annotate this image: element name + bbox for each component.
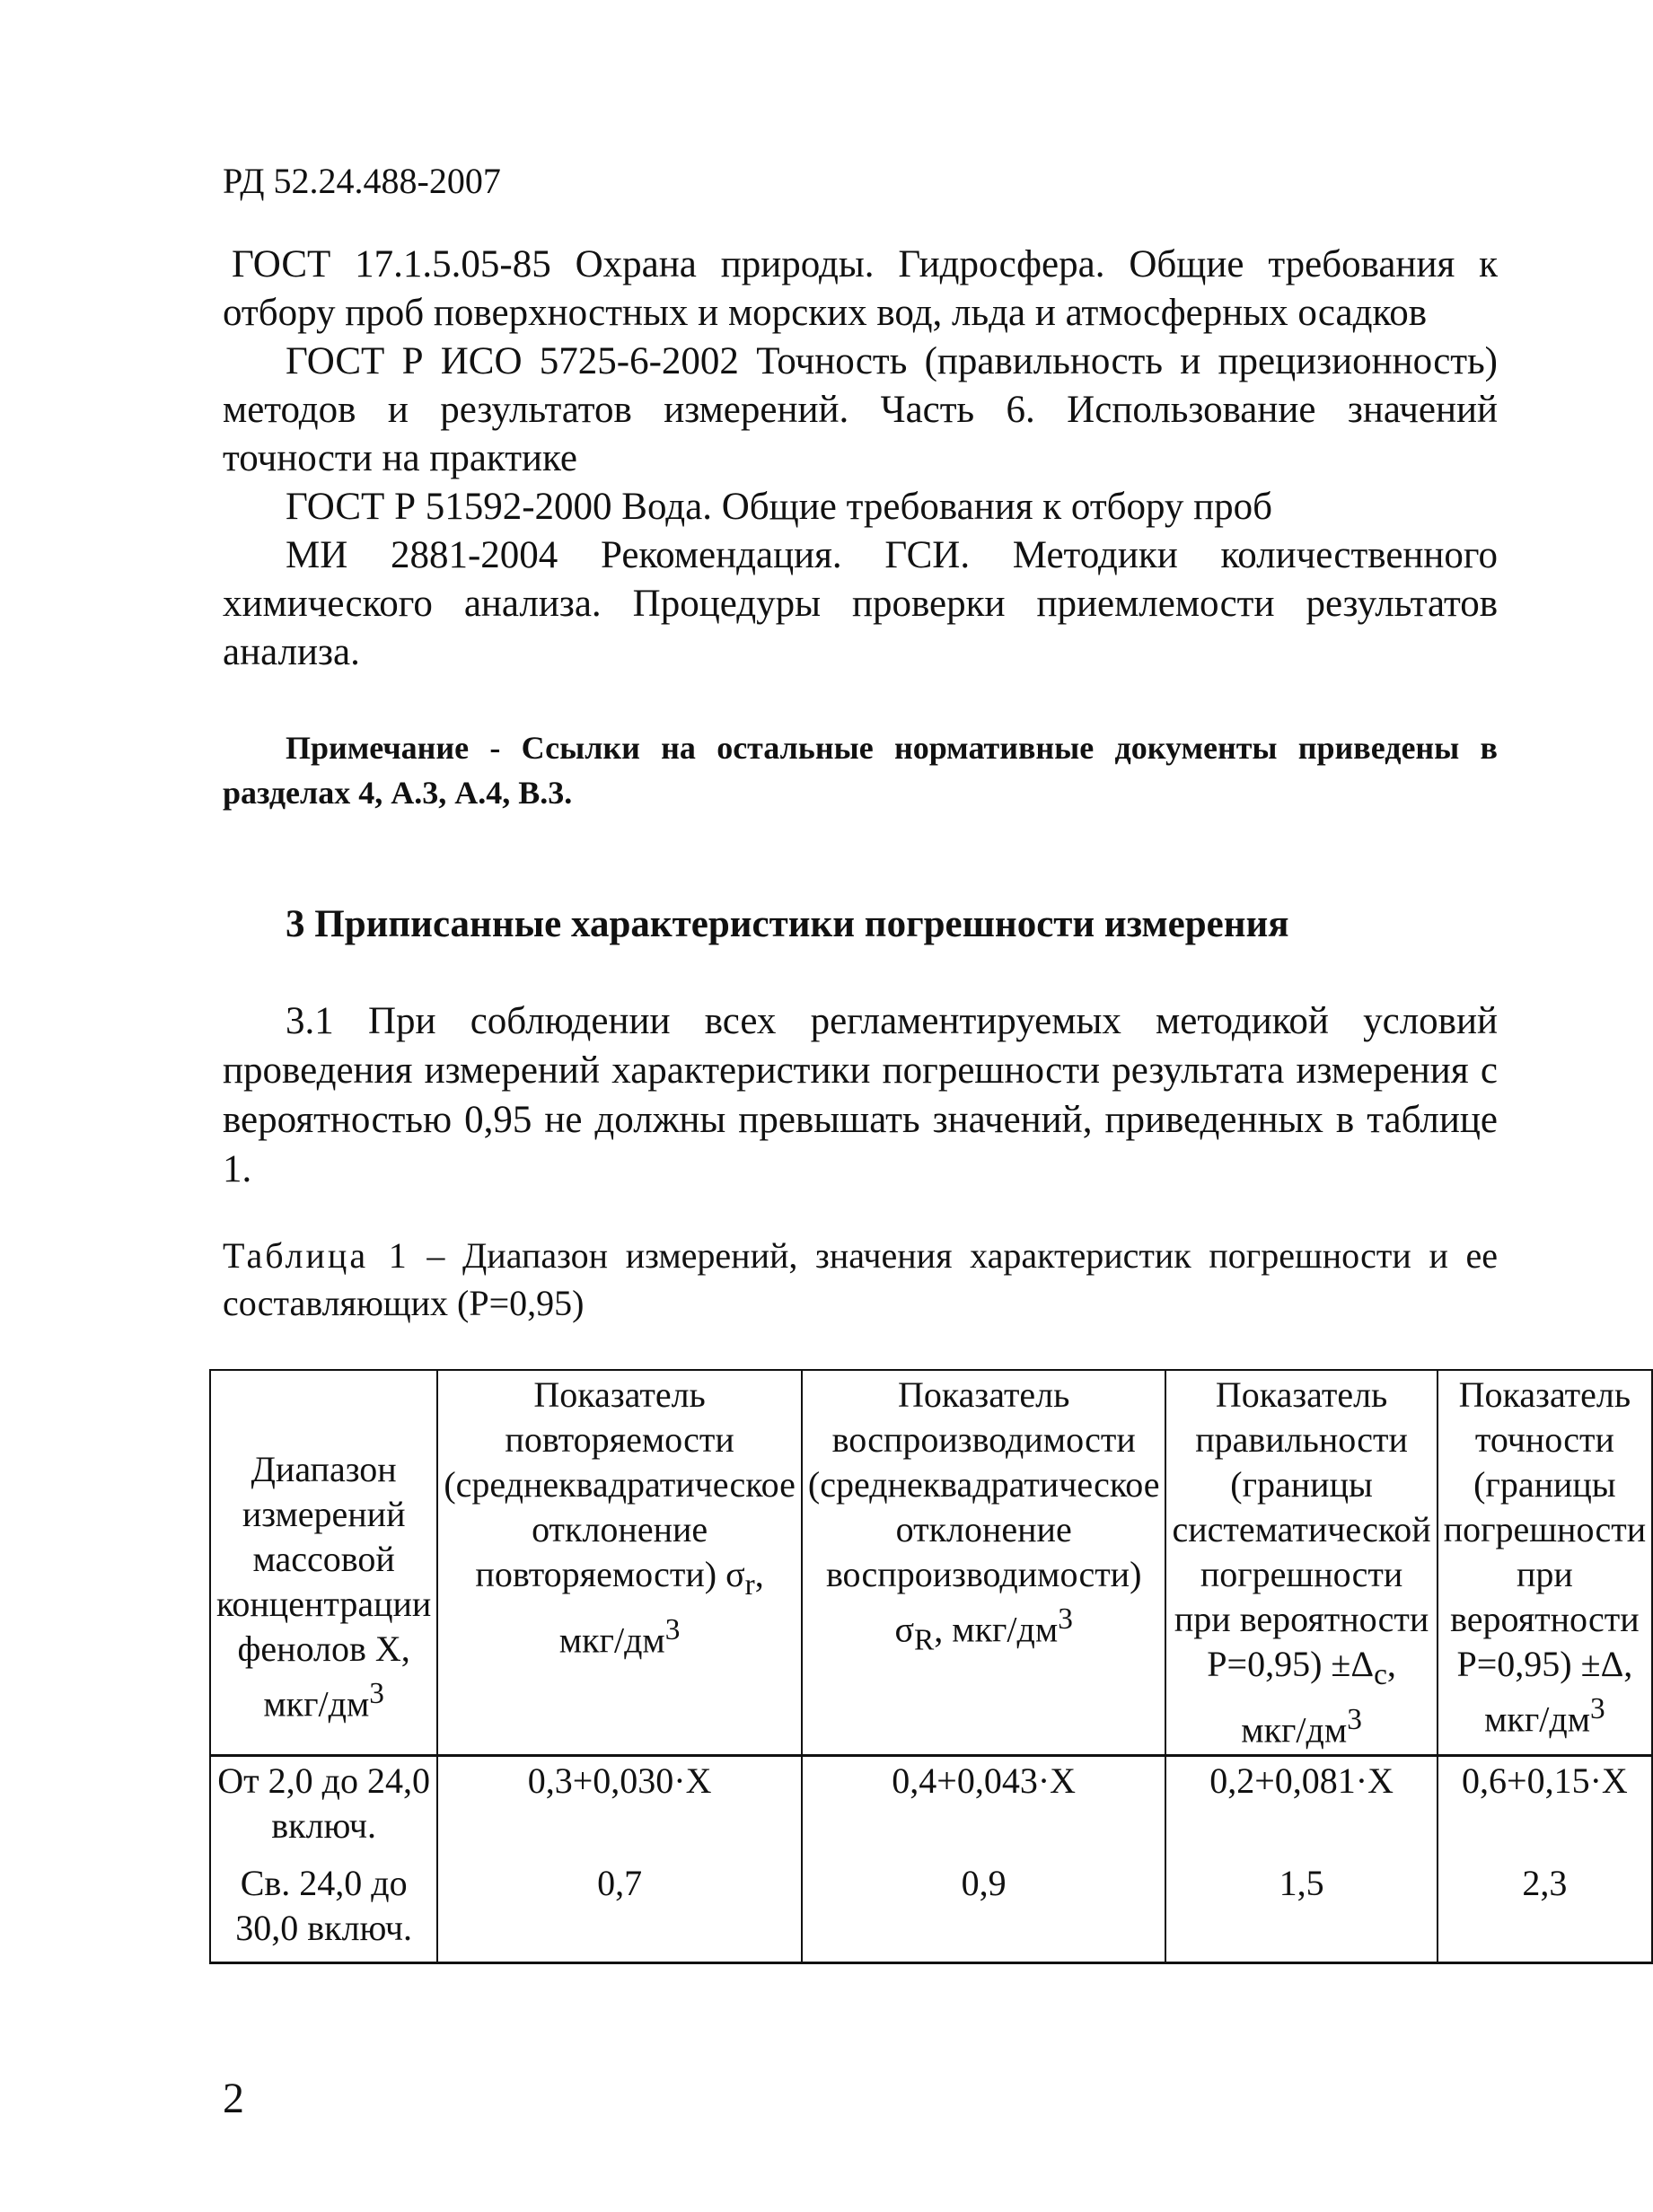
table-cell: От 2,0 до 24,0 включ. [210, 1756, 437, 1860]
header-reproducibility-sub: R [914, 1623, 935, 1657]
header-repeatability-text: Показатель повторяемости (среднеквадратическое отклонение повторяемости) σ [444, 1374, 796, 1594]
section-paragraph: 3.1 При соблюдении всех регламентируемых методикой условий проведения измерений характеристики погрешности результата измерения с вероятностью 0,95 не должны превышать значений, приведенных в таблице 1. [223, 1000, 1498, 1190]
reference-item: ГОСТ Р 51592-2000 Вода. Общие требования к отбору проб [286, 486, 1273, 528]
header-trueness-sup: 3 [1347, 1703, 1362, 1736]
header-trueness [1165, 1370, 1437, 1756]
header-repeatability-sup: 3 [664, 1613, 681, 1646]
header-trueness-text: Показатель правильности (границы систематической погрешности при вероятности Р=0,95) ±Δ [1172, 1374, 1431, 1684]
table-cell: 2,3 [1438, 1859, 1652, 1963]
table-caption-text: – Диапазон измерений, значения характеристик погрешности и ее составляющих (Р=0,95) [223, 1235, 1498, 1323]
header-trueness-sub: c [1374, 1658, 1387, 1691]
error-characteristics-table [209, 1369, 1653, 1964]
header-reproducibility-unit: , мкг/дм [934, 1609, 1059, 1650]
table-row [210, 1756, 1652, 1860]
normative-references [223, 241, 1498, 677]
header-trueness-unit: , мкг/дм [1241, 1644, 1396, 1751]
table-caption-label: Таблица 1 [223, 1235, 409, 1276]
table-cell: 0,4+0,043·Х [802, 1756, 1166, 1860]
table-cell: 0,7 [437, 1859, 802, 1963]
table-header-row [210, 1370, 1652, 1756]
note-text: Примечание - Ссылки на остальные нормативные документы приведены в разделах 4, А.3, А.4, В.3. [223, 730, 1498, 811]
header-accuracy-text: Показатель точности (границы погрешности при вероятности Р=0,95) ±Δ, мкг/дм [1443, 1374, 1647, 1740]
header-reproducibility-text: Показатель воспроизводимости (среднеквадратическое отклонение воспроизводимости) σ [807, 1374, 1160, 1650]
header-repeatability-sub: r [744, 1568, 755, 1602]
table-cell: Св. 24,0 до 30,0 включ. [210, 1859, 437, 1963]
header-accuracy [1438, 1370, 1652, 1756]
header-reproducibility-sup: 3 [1058, 1602, 1073, 1636]
table-cell: 1,5 [1165, 1859, 1437, 1963]
reference-item: МИ 2881-2004 Рекомендация. ГСИ. Методики количественного химического анализа. Процедуры проверки приемлемости результатов анализа. [223, 534, 1498, 673]
header-range-sup: 3 [369, 1676, 384, 1710]
header-reproducibility [802, 1370, 1166, 1756]
table-cell: 0,9 [802, 1859, 1166, 1963]
table-row [210, 1859, 1652, 1963]
header-repeatability [437, 1370, 802, 1756]
header-accuracy-sup: 3 [1590, 1692, 1605, 1725]
table-cell: 0,2+0,081·Х [1165, 1756, 1437, 1860]
table-cell: 0,3+0,030·Х [437, 1756, 802, 1860]
table-caption [223, 1232, 1498, 1327]
header-range-text: Диапазон измерений массовой концентрации фенолов Х, мкг/дм [216, 1448, 432, 1724]
reference-item: ГОСТ Р ИСО 5725-6-2002 Точность (правильность и прецизионность) методов и результатов измерений. Часть 6. Использование значений точности на практике [223, 340, 1498, 479]
document-code: РД 52.24.488-2007 [223, 161, 501, 201]
page-number: 2 [223, 2075, 244, 2122]
header-range [210, 1370, 437, 1756]
reference-item: ГОСТ 17.1.5.05-85 Охрана природы. Гидросфера. Общие требования к отбору проб поверхностных и морских вод, льда и атмосферных осадков [223, 243, 1498, 334]
header-repeatability-unit: , мкг/дм [558, 1554, 764, 1661]
table-cell: 0,6+0,15·Х [1438, 1756, 1652, 1860]
section-heading: 3 Приписанные характеристики погрешности измерения [286, 903, 1289, 945]
